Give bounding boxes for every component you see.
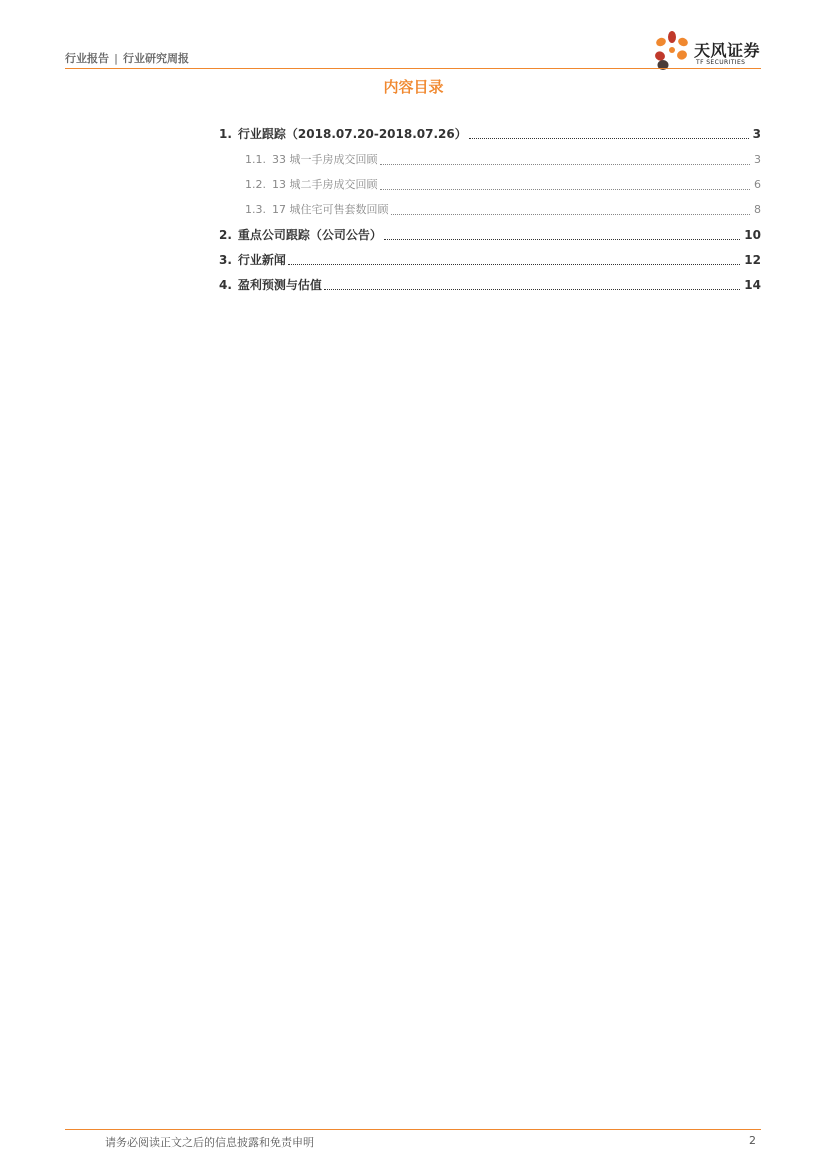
report-type-header [65,50,189,66]
logo-chinese-name: 天风证券 [694,41,761,60]
toc-entry-label: 17 城住宅可售套数回顾 [272,203,389,216]
toc-entry-label: 13 城二手房成交回顾 [272,178,378,191]
toc-leader-dots [288,264,740,265]
footer-divider [65,1129,761,1130]
toc-title: 内容目录 [383,78,444,96]
report-category: 行业报告 [65,52,109,65]
toc-entry[interactable] [245,176,761,192]
toc-entry-number: 2. [219,228,232,242]
toc-leader-dots [324,289,740,290]
toc-entry-page: 12 [744,253,761,267]
toc-leader-dots [391,214,751,215]
toc-entry-number: 1.3. [245,203,266,216]
toc-entry-number: 4. [219,278,232,292]
flower-logo-icon [652,29,692,71]
toc-leader-dots [384,239,740,240]
toc-entry[interactable] [245,201,761,217]
toc-leader-dots [380,164,751,165]
page-number: 2 [749,1134,756,1147]
toc-entry-number: 1.1. [245,153,266,166]
toc-entry-page: 8 [754,203,761,216]
toc-entry-label: 行业跟踪（2018.07.20-2018.07.26） [237,127,467,141]
toc-entry[interactable] [219,226,761,243]
toc-entry[interactable] [219,276,761,293]
toc-leader-dots [380,189,751,190]
toc-entry-page: 3 [752,127,761,141]
toc-entry-page: 3 [754,153,761,166]
company-logo [652,29,764,71]
toc-entry-number: 1.2. [245,178,266,191]
toc-entry-label: 行业新闻 [237,253,286,267]
toc-entry-page: 6 [754,178,761,191]
footer-disclaimer: 请务必阅读正文之后的信息披露和免责申明 [105,1136,314,1149]
toc-entry[interactable] [219,251,761,268]
toc-entry-label: 重点公司跟踪（公司公告） [237,228,382,242]
header-separator: | [114,52,119,65]
toc-leader-dots [469,138,749,139]
toc-entry-number: 1. [219,127,232,141]
toc-entry-page: 10 [744,228,761,242]
toc-entry[interactable] [219,125,761,142]
header-divider [65,68,761,69]
toc-entry[interactable] [245,151,761,167]
toc-entry-page: 14 [744,278,761,292]
logo-english-name: TF SECURITIES [696,59,746,66]
report-subcategory: 行业研究周报 [123,52,190,65]
toc-entry-label: 盈利预测与估值 [237,278,322,292]
toc-entry-label: 33 城一手房成交回顾 [272,153,378,166]
toc-entry-number: 3. [219,253,232,267]
